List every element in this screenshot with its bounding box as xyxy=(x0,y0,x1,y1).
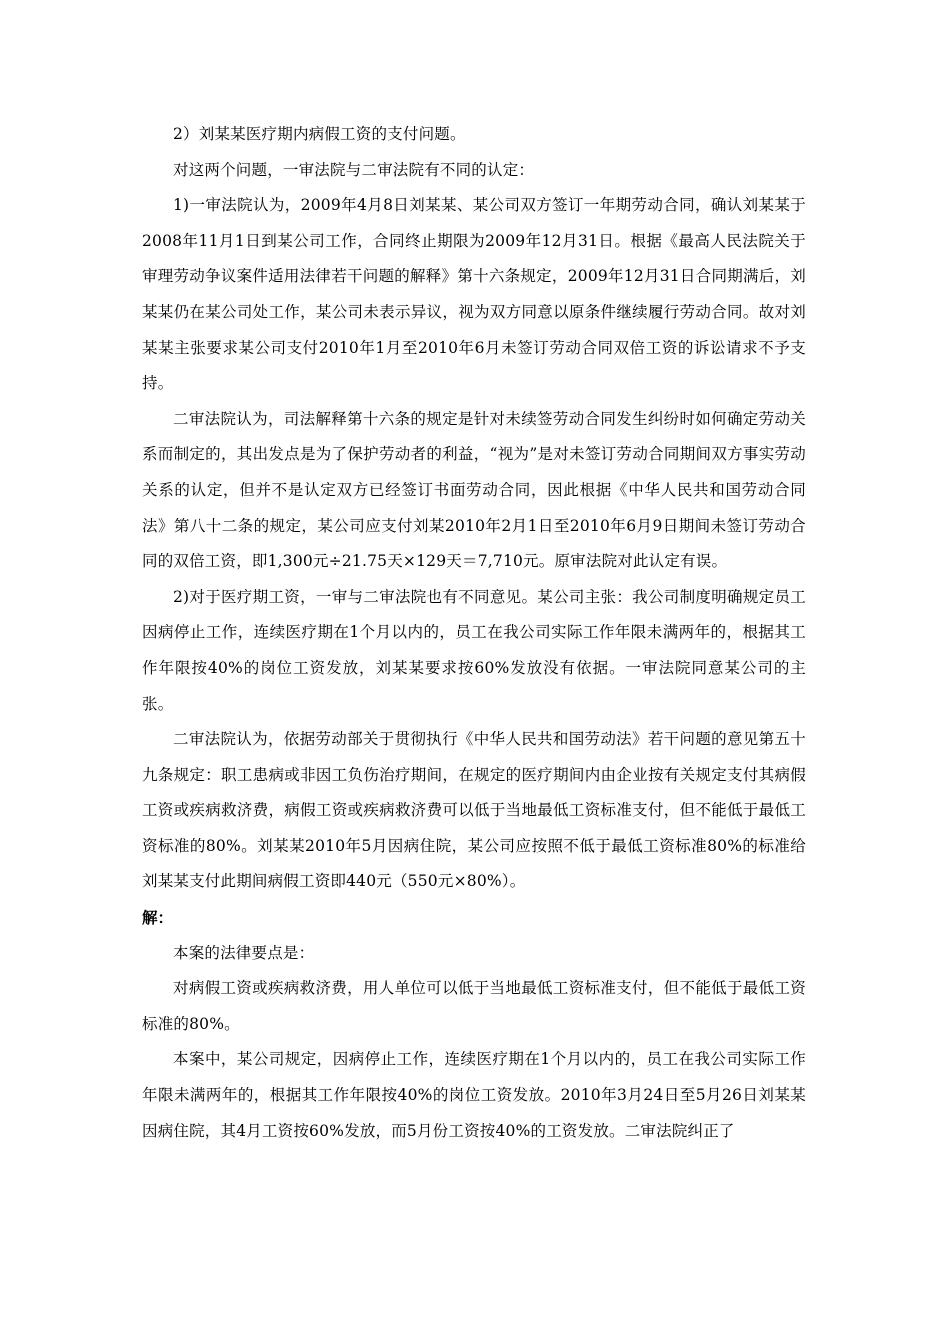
paragraph-legal-point: 对病假工资或疾病救济费，用人单位可以低于当地最低工资标准支付，但不能低于最低工资标准的80%。 xyxy=(142,979,806,1033)
paragraph-second-instance-sick-pay: 二审法院认为，依据劳动部关于贯彻执行《中华人民共和国劳动法》若干问题的意见第五十九条规定：职工患病或非因工负伤治疗期间，在规定的医疗期间内由企业按有关规定支付其病假工资或疾病救济费，病假工资或疾病救济费可以低于当地最低工资标准支付，但不能低于最低工资标准的80%。刘某某2010年5月因病住院，某公司应按照不低于最低工资标准80%的标准给刘某某支付此期间病假工资即440元（550元×80%）。 xyxy=(142,730,806,891)
paragraph-second-instance-ruling: 二审法院认为，司法解释第十六条的规定是针对未续签劳动合同发生纠纷时如何确定劳动关系而制定的，其出发点是为了保护劳动者的利益，“视为”是对未签订劳动合同期间双方事实劳动关系的认定，但并不是认定双方已经签订书面劳动合同，因此根据《中华人民共和国劳动合同法》第八十二条的规定，某公司应支付刘某2010年2月1日至2010年6月9日期间未签订劳动合同的双倍工资，即1,300元÷21.75天×129天＝7,710元。原审法院对此认定有误。 xyxy=(142,409,806,571)
document-body xyxy=(142,117,806,1149)
paragraph-sick-pay-issue: 2）刘某某医疗期内病假工资的支付问题。 xyxy=(173,125,466,143)
paragraph-case-analysis: 本案中，某公司规定，因病停止工作，连续医疗期在1个月以内的，员工在我公司实际工作年限未满两年的，根据其工作年限按40%的岗位工资发放。2010年3月24日至5月26日刘某某因病住院，其4月工资按60%发放，而5月份工资按40%的工资发放。二审法院纠正了 xyxy=(142,1050,806,1140)
paragraph-legal-points-intro: 本案的法律要点是： xyxy=(173,943,315,962)
paragraph-medical-period-wages: 2)对于医疗期工资，一审与二审法院也有不同意见。某公司主张：我公司制度明确规定员工因病停止工作，连续医疗期在1个月以内的，员工在我公司实际工作年限未满两年的，根据其工作年限按40%的岗位工资发放，刘某某要求按60%发放没有依据。一审法院同意某公司的主张。 xyxy=(142,587,806,713)
section-heading-solution: 解： xyxy=(142,908,174,928)
paragraph-first-instance-ruling: 1)一审法院认为，2009年4月8日刘某某、某公司双方签订一年期劳动合同，确认刘某某于2008年11月1日到某公司工作，合同终止期限为2009年12月31日。根据《最高人民法院关于审理劳动争议案件适用法律若干问题的解释》第十六条规定，2009年12月31日合同期满后，刘某某仍在某公司处工作，某公司未表示异议，视为双方同意以原条件继续履行劳动合同。故对刘某某主张要求某公司支付2010年1月至2010年6月未签订劳动合同双倍工资的诉讼请求不予支持。 xyxy=(142,196,806,393)
paragraph-two-issues-intro: 对这两个问题，一审法院与二审法院有不同的认定： xyxy=(173,160,535,179)
